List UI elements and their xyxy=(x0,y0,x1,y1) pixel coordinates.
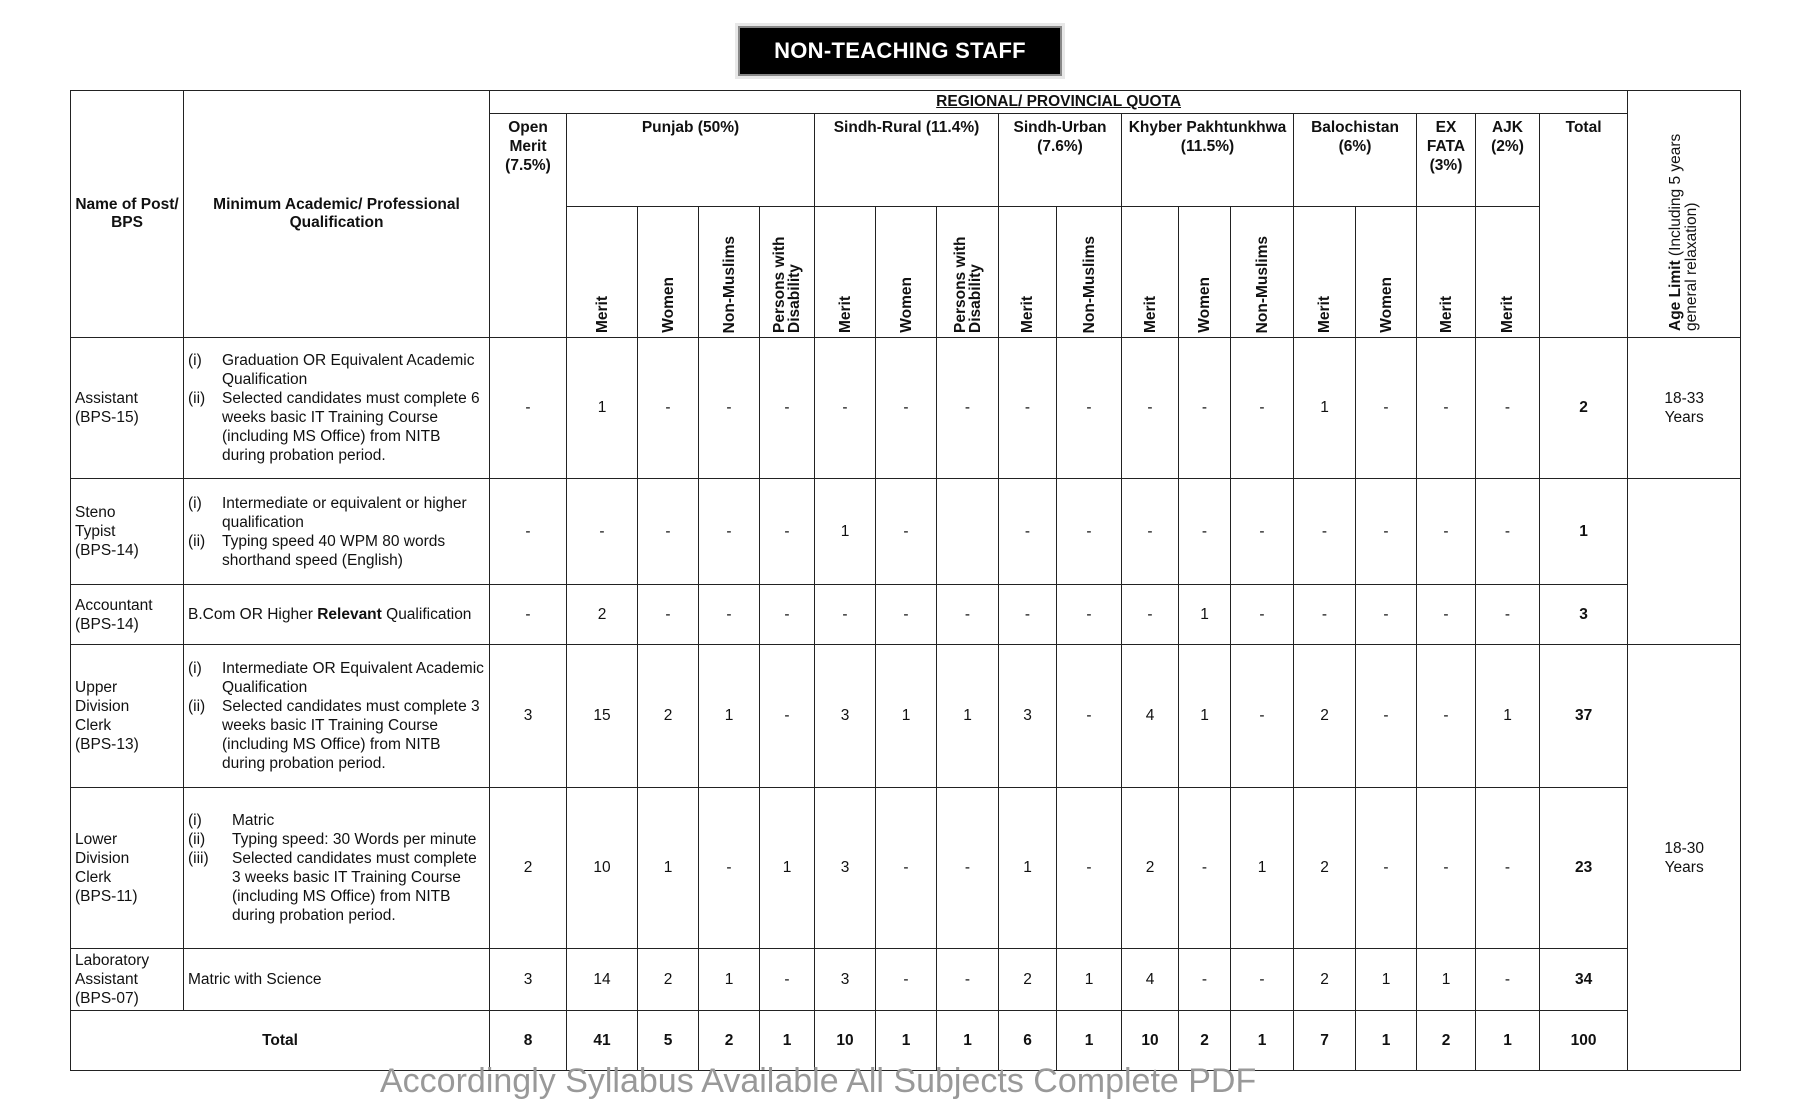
qualification xyxy=(184,338,490,479)
row-total: 2 xyxy=(1540,338,1628,479)
quota-cell: - xyxy=(1356,645,1417,788)
qualification-text: Typing speed 40 WPM 80 words shorthand speed (English) xyxy=(222,532,446,569)
age-limit-note: (Including 5 years general relaxation) xyxy=(1667,133,1701,331)
post-name-line: Typist xyxy=(75,523,116,540)
column-total: 8 xyxy=(490,1011,567,1071)
quota-cell: 2 xyxy=(567,585,638,645)
quota-cell: - xyxy=(1356,585,1417,645)
post-name-line: Upper xyxy=(75,679,118,696)
quota-cell: - xyxy=(490,338,567,479)
quota-cell: - xyxy=(1057,338,1122,479)
table-row xyxy=(71,949,1741,1011)
staff-quota-table xyxy=(70,90,1741,1071)
group-total: Total xyxy=(1540,114,1628,338)
quota-cell: - xyxy=(999,479,1057,585)
totals-label: Total xyxy=(71,1011,490,1071)
quota-cell: - xyxy=(1057,788,1122,949)
column-total: 1 xyxy=(1356,1011,1417,1071)
quota-cell: 2 xyxy=(1122,788,1179,949)
qualification xyxy=(184,585,490,645)
age-limit-line: Years xyxy=(1664,858,1704,876)
sub-header: Merit xyxy=(567,207,638,338)
quota-cell: - xyxy=(1122,479,1179,585)
qualification-item xyxy=(188,849,485,925)
quota-cell: - xyxy=(760,338,815,479)
row-total: 34 xyxy=(1540,949,1628,1011)
qualification-text: Intermediate OR Equivalent Academic Qualification xyxy=(222,660,484,696)
quota-cell: 3 xyxy=(490,645,567,788)
quota-cell: - xyxy=(760,645,815,788)
header-age-limit xyxy=(1628,91,1741,338)
quota-cell: - xyxy=(1179,788,1231,949)
quota-cell: 4 xyxy=(1122,645,1179,788)
qualification-marker: (ii) xyxy=(188,698,206,715)
quota-cell: 3 xyxy=(999,645,1057,788)
post-name xyxy=(71,949,184,1011)
quota-cell: - xyxy=(760,585,815,645)
age-limit-line: 18-30 xyxy=(1664,839,1704,857)
quota-cell: 1 xyxy=(567,338,638,479)
qualification-text: Matric xyxy=(232,812,275,829)
quota-cell: - xyxy=(1356,338,1417,479)
header-post: Name of Post/ BPS xyxy=(71,91,184,338)
quota-cell: - xyxy=(1057,645,1122,788)
quota-cell: - xyxy=(490,479,567,585)
quota-cell: 1 xyxy=(760,788,815,949)
post-name-line: Clerk xyxy=(75,869,112,886)
post-name-line: (BPS-07) xyxy=(75,990,139,1007)
quota-cell: - xyxy=(1179,338,1231,479)
sub-header: Persons with Disability xyxy=(760,207,815,338)
post-name-line: Assistant xyxy=(75,971,138,988)
qualification-item xyxy=(188,389,485,465)
group-kpk: Khyber Pakhtunkhwa (11.5%) xyxy=(1122,114,1294,207)
quota-cell: 14 xyxy=(567,949,638,1011)
post-name-line: (BPS-14) xyxy=(75,615,139,633)
quota-cell: - xyxy=(1476,479,1540,585)
group-open-merit: Open Merit (7.5%) xyxy=(490,114,567,338)
header-regional-quota: REGIONAL/ PROVINCIAL QUOTA xyxy=(490,91,1628,114)
group-ex-fata: EX FATA (3%) xyxy=(1417,114,1476,207)
post-name xyxy=(71,645,184,788)
post-name xyxy=(71,338,184,479)
column-total: 1 xyxy=(876,1011,937,1071)
post-name-line: Clerk xyxy=(75,717,112,734)
qualification xyxy=(184,949,490,1011)
qualification-text: Typing speed: 30 Words per minute xyxy=(232,831,477,848)
quota-cell: 1 xyxy=(1231,788,1294,949)
quota-cell: 1 xyxy=(699,949,760,1011)
quota-cell: - xyxy=(1179,479,1231,585)
column-total: 1 xyxy=(937,1011,999,1071)
qualification-marker: (ii) xyxy=(188,532,206,550)
quota-cell: 2 xyxy=(1294,645,1356,788)
table-row xyxy=(71,788,1741,949)
quota-cell: 2 xyxy=(999,949,1057,1011)
column-total: 2 xyxy=(1417,1011,1476,1071)
post-name-line: Accountant xyxy=(75,596,153,614)
qualification-item xyxy=(188,532,485,570)
qualification-item xyxy=(188,351,485,389)
quota-cell: 3 xyxy=(815,645,876,788)
quota-cell: - xyxy=(638,479,699,585)
quota-cell: 15 xyxy=(567,645,638,788)
sub-header: Merit xyxy=(999,207,1057,338)
quota-cell: - xyxy=(1231,645,1294,788)
qualification-item xyxy=(188,659,485,697)
quota-cell: 10 xyxy=(567,788,638,949)
sub-header: Non-Muslims xyxy=(1231,207,1294,338)
sub-header: Women xyxy=(876,207,937,338)
quota-cell: - xyxy=(937,338,999,479)
column-total: 1 xyxy=(1057,1011,1122,1071)
column-total: 1 xyxy=(1231,1011,1294,1071)
quota-cell: 2 xyxy=(638,645,699,788)
post-name-line: Assistant xyxy=(75,390,138,407)
table-row xyxy=(71,585,1741,645)
qualification-marker: (ii) xyxy=(188,390,206,407)
quota-cell: - xyxy=(1057,585,1122,645)
column-total: 1 xyxy=(1476,1011,1540,1071)
quota-cell: - xyxy=(1476,949,1540,1011)
quota-cell: - xyxy=(1231,949,1294,1011)
table-row xyxy=(71,479,1741,585)
quota-cell: - xyxy=(1122,585,1179,645)
quota-cell: 1 xyxy=(1476,645,1540,788)
qualification-marker: (ii) xyxy=(188,831,206,848)
qualification xyxy=(184,645,490,788)
age-limit-label: Age Limit xyxy=(1667,260,1685,331)
sub-header: Non-Muslims xyxy=(1057,207,1122,338)
quota-cell: 2 xyxy=(1294,788,1356,949)
qualification xyxy=(184,788,490,949)
qualification-marker: (i) xyxy=(188,660,202,677)
post-name-line: Division xyxy=(75,698,130,715)
qualification-item xyxy=(188,494,485,532)
sub-header: Persons with Disability xyxy=(937,207,999,338)
post-name-line: Division xyxy=(75,850,130,867)
qualification-text: Graduation OR Equivalent Academic Qualification xyxy=(222,352,475,388)
age-limit xyxy=(1628,338,1741,479)
quota-cell: - xyxy=(638,585,699,645)
qualification-text: Selected candidates must complete 6 weeks basic IT Training Course (including MS Office) from NITB during probation period. xyxy=(222,390,480,464)
quota-cell: 1 xyxy=(1356,949,1417,1011)
grand-total: 100 xyxy=(1540,1011,1628,1071)
post-name-line: (BPS-15) xyxy=(75,409,139,426)
quota-cell xyxy=(937,479,999,585)
qualification xyxy=(184,479,490,585)
quota-cell: - xyxy=(1231,338,1294,479)
qualification-text: Intermediate or equivalent or higher qualification xyxy=(222,494,467,531)
row-total: 23 xyxy=(1540,788,1628,949)
quota-cell: - xyxy=(999,338,1057,479)
group-sindh-rural: Sindh-Rural (11.4%) xyxy=(815,114,999,207)
qualification-emphasis: Relevant xyxy=(317,606,382,623)
quota-cell: - xyxy=(1057,479,1122,585)
quota-cell: 3 xyxy=(815,949,876,1011)
header-qualification: Minimum Academic/ Professional Qualification xyxy=(184,91,490,338)
quota-cell: - xyxy=(999,585,1057,645)
column-total: 41 xyxy=(567,1011,638,1071)
quota-cell: 1 xyxy=(1057,949,1122,1011)
post-name-line: (BPS-14) xyxy=(75,542,139,559)
row-total: 37 xyxy=(1540,645,1628,788)
quota-cell: 1 xyxy=(638,788,699,949)
post-name-line: (BPS-11) xyxy=(75,888,138,905)
group-balochistan: Balochistan (6%) xyxy=(1294,114,1417,207)
sub-header: Merit xyxy=(1122,207,1179,338)
quota-cell: - xyxy=(567,479,638,585)
quota-cell: - xyxy=(1417,585,1476,645)
column-total: 10 xyxy=(815,1011,876,1071)
quota-cell: 3 xyxy=(815,788,876,949)
qualification-text: Qualification xyxy=(381,606,472,623)
quota-cell: - xyxy=(638,338,699,479)
quota-cell: - xyxy=(699,585,760,645)
quota-cell: - xyxy=(699,338,760,479)
qualification-text: Selected candidates must complete 3 weeks basic IT Training Course (including MS Office) from NITB during probation period. xyxy=(232,850,477,924)
post-name-line: Steno xyxy=(75,504,116,521)
quota-cell: - xyxy=(760,479,815,585)
age-limit-line: Years xyxy=(1664,409,1704,426)
quota-cell: - xyxy=(876,585,937,645)
quota-cell: - xyxy=(1231,585,1294,645)
column-total: 7 xyxy=(1294,1011,1356,1071)
quota-cell: - xyxy=(937,949,999,1011)
qualification-text: Matric with Science xyxy=(188,971,322,988)
quota-cell: 4 xyxy=(1122,949,1179,1011)
quota-cell: - xyxy=(815,338,876,479)
quota-cell: - xyxy=(937,788,999,949)
quota-cell: 2 xyxy=(638,949,699,1011)
column-total: 10 xyxy=(1122,1011,1179,1071)
quota-cell: - xyxy=(699,788,760,949)
sub-header: Women xyxy=(1179,207,1231,338)
sub-header: Merit xyxy=(1476,207,1540,338)
table-row xyxy=(71,338,1741,479)
qualification-marker: (i) xyxy=(188,494,202,512)
quota-cell: - xyxy=(1417,338,1476,479)
qualification-marker: (iii) xyxy=(188,850,209,867)
post-name xyxy=(71,479,184,585)
row-total: 3 xyxy=(1540,585,1628,645)
column-total: 5 xyxy=(638,1011,699,1071)
quota-cell: - xyxy=(1476,788,1540,949)
quota-cell: - xyxy=(760,949,815,1011)
quota-cell: 1 xyxy=(699,645,760,788)
qualification-item xyxy=(188,811,485,830)
post-name xyxy=(71,788,184,949)
quota-cell: 1 xyxy=(1417,949,1476,1011)
sub-header: Women xyxy=(1356,207,1417,338)
quota-cell: - xyxy=(1417,645,1476,788)
row-total: 1 xyxy=(1540,479,1628,585)
quota-cell: 1 xyxy=(1294,338,1356,479)
quota-cell: - xyxy=(876,788,937,949)
quota-cell: - xyxy=(1179,949,1231,1011)
quota-cell: - xyxy=(1231,479,1294,585)
quota-cell: - xyxy=(490,585,567,645)
post-name xyxy=(71,585,184,645)
quota-cell: - xyxy=(876,949,937,1011)
quota-cell: - xyxy=(1417,479,1476,585)
sub-header: Non-Muslims xyxy=(699,207,760,338)
qualification-marker: (i) xyxy=(188,812,202,829)
quota-cell: 1 xyxy=(1179,585,1231,645)
quota-cell: - xyxy=(876,479,937,585)
age-limit-empty xyxy=(1628,585,1741,645)
quota-cell: 1 xyxy=(1179,645,1231,788)
column-total: 6 xyxy=(999,1011,1057,1071)
quota-cell: 1 xyxy=(937,645,999,788)
quota-cell: - xyxy=(1476,338,1540,479)
qualification-item xyxy=(188,830,485,849)
quota-cell: - xyxy=(815,585,876,645)
quota-cell: - xyxy=(1294,585,1356,645)
quota-cell: - xyxy=(1356,479,1417,585)
table-row xyxy=(71,645,1741,788)
sub-header: Merit xyxy=(1294,207,1356,338)
column-total: 2 xyxy=(699,1011,760,1071)
post-name-line: Lower xyxy=(75,831,118,848)
post-name-line: Laboratory xyxy=(75,952,150,969)
group-sindh-urban: Sindh-Urban (7.6%) xyxy=(999,114,1122,207)
group-ajk: AJK (2%) xyxy=(1476,114,1540,207)
quota-cell: - xyxy=(1122,338,1179,479)
quota-cell: 3 xyxy=(490,949,567,1011)
qualification-text: B.Com OR Higher xyxy=(188,606,318,623)
column-total: 2 xyxy=(1179,1011,1231,1071)
quota-cell: - xyxy=(1417,788,1476,949)
post-name-line: (BPS-13) xyxy=(75,736,139,753)
age-limit-line: 18-33 xyxy=(1664,390,1704,407)
quota-cell: - xyxy=(699,479,760,585)
qualification-item xyxy=(188,697,485,773)
sub-header: Women xyxy=(638,207,699,338)
quota-cell: 1 xyxy=(815,479,876,585)
page-title: NON-TEACHING STAFF xyxy=(738,26,1062,76)
quota-cell: - xyxy=(876,338,937,479)
sub-header: Merit xyxy=(1417,207,1476,338)
age-limit xyxy=(1628,645,1741,1071)
footer-note: Accordingly Syllabus Available All Subjects Complete PDF xyxy=(380,1062,1257,1100)
sub-header: Merit xyxy=(815,207,876,338)
quota-cell: 1 xyxy=(876,645,937,788)
quota-cell: - xyxy=(1476,585,1540,645)
group-punjab: Punjab (50%) xyxy=(567,114,815,207)
quota-cell: 1 xyxy=(999,788,1057,949)
quota-cell: 2 xyxy=(490,788,567,949)
quota-cell: - xyxy=(937,585,999,645)
age-limit-empty xyxy=(1628,479,1741,585)
quota-cell: - xyxy=(1294,479,1356,585)
quota-cell: 2 xyxy=(1294,949,1356,1011)
column-total: 1 xyxy=(760,1011,815,1071)
qualification-text: Selected candidates must complete 3 weeks basic IT Training Course (including MS Office) from NITB during probation period. xyxy=(222,698,480,772)
qualification-marker: (i) xyxy=(188,352,202,369)
quota-cell: - xyxy=(1356,788,1417,949)
